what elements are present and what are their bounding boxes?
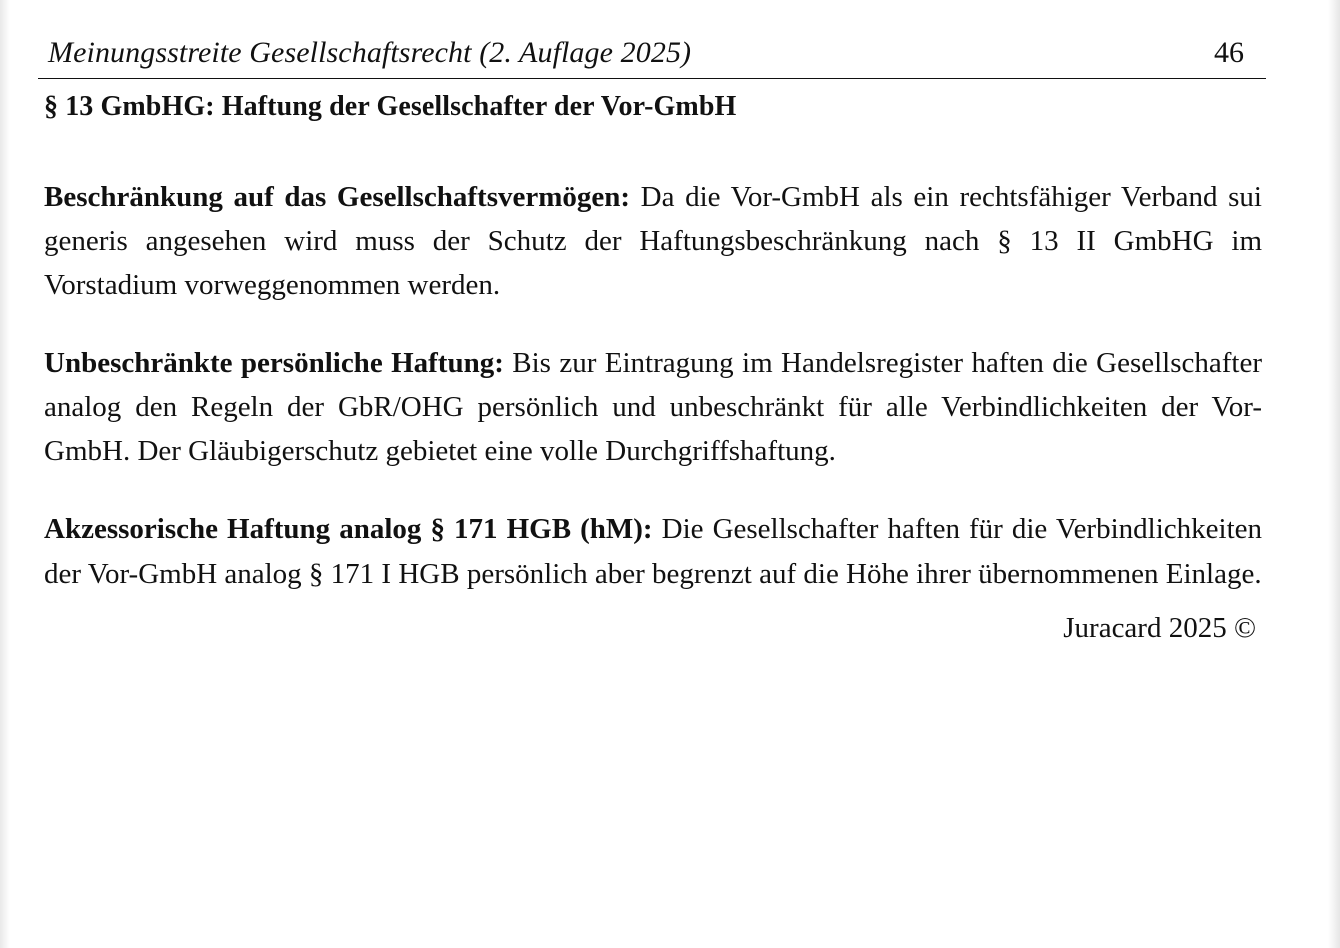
paragraph-text: Die Gesellschafter haften für die Verbindlichkeiten der Vor-GmbH analog § 171 I HGB persönlich aber begrenzt auf die Höhe ihrer übernommenen Einlage. [44,513,1262,590]
section-heading: § 13 GmbHG: Haftung der Gesellschafter der Vor-GmbH [44,91,737,122]
copyright-notice: Juracard 2025 © [1063,611,1256,644]
paragraph-lead-label: Unbeschränkte persönliche Haftung: [44,347,504,380]
document-body [38,175,1266,645]
paragraph-akzessorische-haftung [44,507,1262,595]
book-title: Meinungsstreite Gesellschaftsrecht (2. Auflage 2025) [48,36,692,69]
paragraph-unbeschraenkte-haftung [44,341,1262,473]
paragraph-text: Da die Vor-GmbH als ein rechtsfähiger Verband sui generis angesehen wird muss der Schutz der Haftungsbeschränkung nach § 13 II GmbHG im Vorstadium vorweggenommen werden. [44,181,1262,302]
paragraph-lead-label: Beschränkung auf das Gesellschaftsvermögen: [44,181,631,213]
paragraph-beschraenkung [44,175,1262,307]
page-number: 46 [1214,36,1244,69]
paragraph-lead-label: Akzessorische Haftung analog § 171 HGB (hM): [44,513,653,546]
paragraph-text: Bis zur Eintragung im Handelsregister haften die Gesellschafter analog den Regeln der GbR/OHG persönlich und unbeschränkt für alle Verbindlichkeiten der Vor-GmbH. Der Gläubigerschutz gebietet eine volle Durchgriffshaftung. [44,347,1262,468]
page-header [38,36,1266,79]
